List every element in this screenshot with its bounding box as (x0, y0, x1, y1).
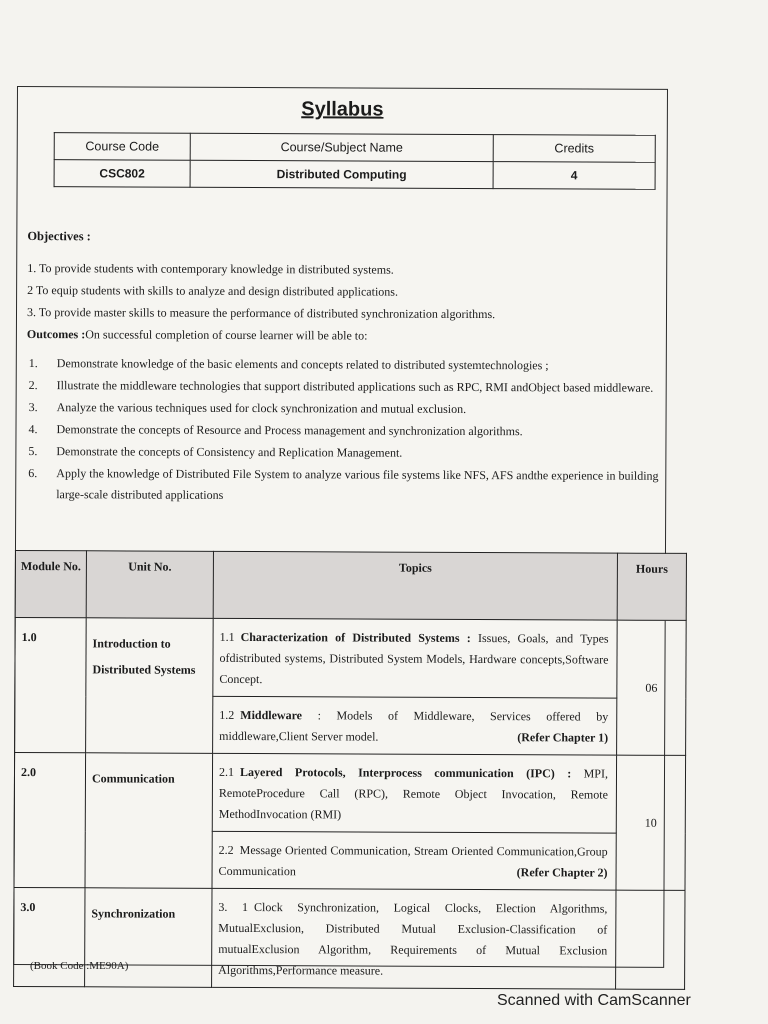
hours-value: 06 (617, 620, 687, 755)
objective-item: 1. To provide students with contemporary knowledge in distributed systems. (27, 261, 394, 277)
topic-number: 1.2 (219, 707, 235, 722)
table-row (14, 752, 685, 833)
hours-value (616, 890, 685, 989)
outcome-number: 1. (28, 356, 38, 371)
outcome-text: Demonstrate the concepts of Resource and Process management and synchronization algorithms. (56, 422, 523, 439)
objective-item: 3. To provide master skills to measure the performance of distributed synchronization algorithms. (26, 305, 496, 322)
outcome-number: 6. (28, 466, 38, 481)
module-header: Module No. (15, 550, 86, 617)
topics-header: Topics (213, 551, 617, 620)
outcome-text: Demonstrate the concepts of Consistency and Replication Management. (56, 444, 403, 460)
outcomes-list (28, 353, 669, 509)
topic-text: : Models of Middleware, Services offered by middleware,Client Server model. (219, 708, 609, 744)
module-number: 1.0 (15, 617, 87, 752)
credits-value: 4 (493, 162, 655, 190)
topic-heading: Middleware (240, 707, 303, 723)
outcome-text: Demonstrate knowledge of the basic elements and concepts related to distributed systemtechnologies ; (56, 356, 549, 373)
outcome-text: Analyze the various techniques used for clock synchronization and mutual exclusion. (56, 400, 467, 416)
course-name-value: Distributed Computing (190, 160, 493, 188)
topic-cell (213, 696, 617, 755)
outcome-item (28, 441, 668, 465)
course-code-value: CSC802 (54, 160, 190, 188)
topic-text: Message Oriented Communication, Stream Oriented Communication,Group Communication (218, 842, 608, 879)
outcome-item (28, 463, 668, 508)
topic-cell (213, 618, 617, 698)
outcome-number: 3. (28, 400, 38, 415)
topic-number: 2.1 (218, 764, 235, 779)
chapter-reference: (Refer Chapter 1) (517, 730, 609, 745)
topic-number: 1.1 (219, 629, 235, 644)
outcome-item (29, 353, 669, 377)
table-row (15, 617, 686, 698)
credits-header: Credits (493, 135, 655, 163)
unit-header: Unit No. (86, 551, 213, 619)
topic-number: 3. 1 (218, 899, 249, 915)
module-number: 3.0 (14, 887, 85, 986)
course-info-table (54, 132, 656, 190)
hours-value: 10 (616, 755, 686, 890)
outcomes-label: Outcomes : (26, 327, 86, 342)
objective-item: 2 To equip students with skills to analyze and design distributed applications. (27, 283, 399, 299)
unit-name: Synchronization (85, 888, 212, 988)
outcome-text: Illustrate the middleware technologies that support distributed applications such as RPC, RMI andObject based middleware. (56, 378, 654, 395)
topic-cell (212, 888, 616, 989)
objectives-list (27, 257, 647, 326)
outcome-number: 4. (28, 422, 38, 437)
syllabus-page (13, 86, 668, 978)
chapter-reference: (Refer Chapter 2) (516, 865, 608, 880)
outcome-text: Apply the knowledge of Distributed File System to analyze various file systems like NFS, AFS andthe experience in building large-scale distributed applications (56, 466, 659, 502)
camscanner-watermark: Scanned with CamScanner (497, 992, 691, 1009)
topic-text: Clock Synchronization, Logical Clocks, Election Algorithms, MutualExclusion, Distributed Mutual Exclusion-Classification of mutualExclusion Algorithm, Requirements of Mutual Exclusion Algorithms,Performance measure. (218, 900, 608, 978)
module-number: 2.0 (14, 752, 86, 887)
table-row (14, 887, 685, 989)
outcomes-intro-text: On successful completion of course learner will be able to: (85, 327, 368, 343)
page-title: Syllabus (301, 98, 384, 121)
course-name-header: Course/Subject Name (190, 133, 493, 161)
topic-heading: Layered Protocols, Interprocess communication (IPC) : (239, 764, 572, 781)
topic-text: MPI, RemoteProcedure Call (RPC), Remote Object Invocation, Remote MethodInvocation (RMI) (218, 766, 609, 822)
topic-cell (212, 753, 616, 833)
outcome-item (29, 397, 669, 421)
outcome-number: 5. (28, 444, 38, 459)
book-code: (Book Code :ME90A) (30, 960, 129, 972)
outcome-number: 2. (28, 378, 38, 393)
topic-cell (212, 831, 616, 890)
unit-name: Communication (85, 753, 213, 889)
outcome-item (29, 375, 669, 399)
topic-heading: Characterization of Distributed Systems : (240, 629, 471, 645)
outcomes-intro (27, 327, 368, 343)
unit-name: Introduction to Distributed Systems (86, 618, 214, 754)
outcome-item (28, 419, 668, 443)
course-code-header: Course Code (54, 133, 190, 161)
hours-header: Hours (617, 553, 686, 620)
topic-text: Issues, Goals, and Types ofdistributed systems, Distributed System Models, Hardware concepts,Software Concept. (219, 630, 609, 687)
objectives-heading: Objectives : (27, 229, 91, 244)
module-table (13, 550, 687, 990)
topic-number: 2.2 (218, 842, 234, 857)
